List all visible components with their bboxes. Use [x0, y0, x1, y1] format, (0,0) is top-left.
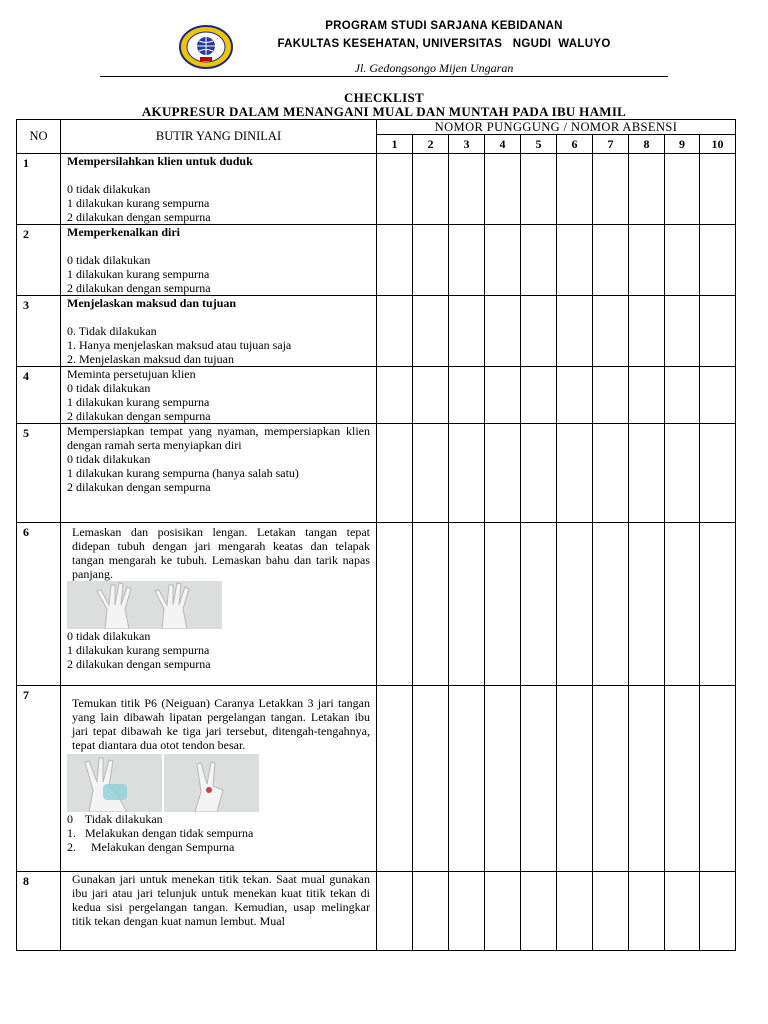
score-cell[interactable]: [593, 523, 629, 686]
score-cell[interactable]: [521, 154, 557, 225]
row-number: 3: [17, 296, 61, 367]
score-cell[interactable]: [557, 367, 593, 424]
score-cell[interactable]: [521, 686, 557, 872]
row-number: 5: [17, 424, 61, 523]
row-number: 7: [17, 686, 61, 872]
table-row: [17, 296, 736, 367]
score-cell[interactable]: [557, 424, 593, 523]
score-option: 2. Melakukan dengan Sempurna: [67, 840, 235, 854]
score-cell[interactable]: [377, 296, 413, 367]
row-item: [61, 686, 377, 872]
score-cell[interactable]: [665, 872, 700, 951]
score-cell[interactable]: [413, 686, 449, 872]
row-description: Lemaskan dan posisikan lengan. Letakan tangan tepat didepan tubuh dengan jari mengarah keatas dan telapak tangan mengarah ke tubuh. Lemaskan bahu dan tarik napas panjang.: [72, 525, 370, 581]
score-cell[interactable]: [521, 523, 557, 686]
score-cell[interactable]: [629, 225, 665, 296]
score-cell[interactable]: [485, 872, 521, 951]
score-cell[interactable]: [377, 686, 413, 872]
score-cell[interactable]: [377, 367, 413, 424]
score-cell[interactable]: [413, 225, 449, 296]
header-number: 10: [700, 135, 736, 154]
score-cell[interactable]: [521, 225, 557, 296]
letterhead: [0, 0, 768, 80]
score-cell[interactable]: [700, 686, 736, 872]
score-cell[interactable]: [377, 154, 413, 225]
score-cell[interactable]: [593, 296, 629, 367]
header-number: 2: [413, 135, 449, 154]
score-option: 1 dilakukan kurang sempurna: [67, 196, 210, 210]
row-number: 8: [17, 872, 61, 951]
score-cell[interactable]: [413, 872, 449, 951]
score-option: 1 dilakukan kurang sempurna (hanya salah satu): [67, 466, 299, 480]
score-cell[interactable]: [485, 154, 521, 225]
checklist-table: [16, 119, 736, 951]
score-cell[interactable]: [629, 154, 665, 225]
score-option: 2 dilakukan dengan sempurna: [67, 210, 211, 224]
score-cell[interactable]: [485, 296, 521, 367]
table-row: [17, 367, 736, 424]
score-cell[interactable]: [629, 872, 665, 951]
score-cell[interactable]: [413, 523, 449, 686]
score-cell[interactable]: [485, 367, 521, 424]
score-cell[interactable]: [665, 367, 700, 424]
score-cell[interactable]: [629, 296, 665, 367]
header-item: BUTIR YANG DINILAI: [61, 120, 377, 154]
row-number: 4: [17, 367, 61, 424]
row-number: 6: [17, 523, 61, 686]
row-item: [61, 523, 377, 686]
institution-line-1: PROGRAM STUDI SARJANA KEBIDANAN: [325, 20, 563, 32]
score-cell[interactable]: [485, 523, 521, 686]
score-cell[interactable]: [700, 523, 736, 686]
score-cell[interactable]: [629, 523, 665, 686]
header-number: 6: [557, 135, 593, 154]
score-cell[interactable]: [593, 686, 629, 872]
score-cell[interactable]: [413, 296, 449, 367]
score-cell[interactable]: [665, 523, 700, 686]
row-number: 1: [17, 154, 61, 225]
address: Jl. Gedongsongo Mijen Ungaran: [354, 61, 514, 75]
document-title: CHECKLIST: [343, 90, 424, 105]
row-item: [61, 296, 377, 367]
score-cell[interactable]: [413, 424, 449, 523]
score-option: 1 dilakukan kurang sempurna: [67, 643, 210, 657]
score-option: 2. Menjelaskan maksud dan tujuan: [67, 352, 234, 366]
score-cell[interactable]: [449, 154, 485, 225]
score-cell[interactable]: [557, 686, 593, 872]
header-number: 8: [629, 135, 665, 154]
score-cell[interactable]: [449, 424, 485, 523]
score-option: 1 dilakukan kurang sempurna: [67, 267, 210, 281]
header-divider: [100, 76, 668, 77]
score-option: 0 tidak dilakukan: [67, 381, 151, 395]
score-cell[interactable]: [449, 296, 485, 367]
score-cell[interactable]: [377, 523, 413, 686]
score-option: 0 tidak dilakukan: [67, 182, 151, 196]
score-cell[interactable]: [521, 872, 557, 951]
score-cell[interactable]: [449, 225, 485, 296]
score-cell[interactable]: [593, 424, 629, 523]
header-no: NO: [17, 120, 61, 154]
score-cell[interactable]: [593, 225, 629, 296]
score-cell[interactable]: [449, 872, 485, 951]
score-option: 2 dilakukan dengan sempurna: [67, 480, 211, 494]
score-cell[interactable]: [665, 154, 700, 225]
row-item: [61, 225, 377, 296]
score-cell[interactable]: [377, 225, 413, 296]
row-description: Gunakan jari untuk menekan titik tekan. Saat mual gunakan ibu jari atau jari telunjuk untuk menekan kuat titik tekan di kedua sisi pergelangan tangan. Kemudian, usap melingkar titik tekan dengan kuat namun lembut. Mual: [72, 872, 370, 928]
score-cell[interactable]: [665, 225, 700, 296]
table-row: [17, 154, 736, 225]
score-option: 1 dilakukan kurang sempurna: [67, 395, 210, 409]
score-cell[interactable]: [449, 686, 485, 872]
score-cell[interactable]: [629, 686, 665, 872]
score-cell[interactable]: [485, 225, 521, 296]
row-item: [61, 872, 377, 951]
header-number: 9: [665, 135, 700, 154]
score-option: 0 tidak dilakukan: [67, 452, 151, 466]
row-title: Mempersilahkan klien untuk duduk: [67, 154, 253, 168]
table-row: [17, 424, 736, 523]
score-option: 0 Tidak dilakukan: [67, 812, 163, 826]
header-number: 1: [377, 135, 413, 154]
header-number: 5: [521, 135, 557, 154]
row-title: Memperkenalkan diri: [67, 225, 180, 239]
score-cell[interactable]: [557, 296, 593, 367]
row-description: Temukan titik P6 (Neiguan) Caranya Letakkan 3 jari tangan yang lain dibawah lipatan pergelangan tangan. Letakan ibu jari tepat dibawah ke tiga jari tersebut, ditengah-tengahnya, tepat diantara dua otot tendon besar.: [72, 696, 370, 752]
score-cell[interactable]: [593, 872, 629, 951]
score-cell[interactable]: [700, 225, 736, 296]
score-cell[interactable]: [449, 523, 485, 686]
table-row: [17, 872, 736, 951]
row-item: [61, 424, 377, 523]
score-option: 0 tidak dilakukan: [67, 629, 151, 643]
score-cell[interactable]: [521, 296, 557, 367]
row-title: Meminta persetujuan klien: [67, 367, 196, 381]
hands-raised-illustration: [67, 581, 222, 629]
header-number: 3: [449, 135, 485, 154]
header-number: 7: [593, 135, 629, 154]
score-option: 0. Tidak dilakukan: [67, 324, 157, 338]
score-cell[interactable]: [377, 424, 413, 523]
row-description: Mempersiapkan tempat yang nyaman, mempersiapkan klien dengan ramah serta menyiapkan diri: [67, 424, 370, 452]
table-row: [17, 225, 736, 296]
score-cell[interactable]: [521, 424, 557, 523]
score-option: 2 dilakukan dengan sempurna: [67, 657, 211, 671]
score-cell[interactable]: [557, 523, 593, 686]
score-option: 2 dilakukan dengan sempurna: [67, 281, 211, 295]
score-cell[interactable]: [557, 872, 593, 951]
score-option: 0 tidak dilakukan: [67, 253, 151, 267]
score-cell[interactable]: [593, 154, 629, 225]
score-cell[interactable]: [665, 424, 700, 523]
header-group: NOMOR PUNGGUNG / NOMOR ABSENSI: [377, 120, 736, 135]
score-cell[interactable]: [413, 154, 449, 225]
row-item: [61, 154, 377, 225]
row-title: Menjelaskan maksud dan tujuan: [67, 296, 237, 310]
score-cell[interactable]: [629, 424, 665, 523]
institution-line-2: FAKULTAS KESEHATAN, UNIVERSITAS NGUDI WALUYO: [277, 38, 611, 50]
score-option: 1. Hanya menjelaskan maksud atau tujuan saja: [67, 338, 292, 352]
score-cell[interactable]: [700, 154, 736, 225]
score-option: 2 dilakukan dengan sempurna: [67, 409, 211, 423]
score-cell[interactable]: [593, 367, 629, 424]
row-item: [61, 367, 377, 424]
row-number: 2: [17, 225, 61, 296]
score-cell[interactable]: [700, 296, 736, 367]
score-cell[interactable]: [521, 367, 557, 424]
score-option: 1. Melakukan dengan tidak sempurna: [67, 826, 254, 840]
document-subtitle: AKUPRESUR DALAM MENANGANI MUAL DAN MUNTAH PADA IBU HAMIL: [141, 104, 627, 119]
score-cell[interactable]: [557, 154, 593, 225]
header-number: 4: [485, 135, 521, 154]
score-cell[interactable]: [665, 296, 700, 367]
table-row: [17, 523, 736, 686]
table-row: [17, 686, 736, 872]
score-cell[interactable]: [700, 424, 736, 523]
score-cell[interactable]: [557, 225, 593, 296]
score-cell[interactable]: [485, 686, 521, 872]
score-cell[interactable]: [629, 367, 665, 424]
score-cell[interactable]: [413, 367, 449, 424]
score-cell[interactable]: [449, 367, 485, 424]
score-cell[interactable]: [700, 872, 736, 951]
wrist-acupressure-illustration: [67, 754, 259, 812]
score-cell[interactable]: [700, 367, 736, 424]
score-cell[interactable]: [377, 872, 413, 951]
score-cell[interactable]: [485, 424, 521, 523]
score-cell[interactable]: [665, 686, 700, 872]
